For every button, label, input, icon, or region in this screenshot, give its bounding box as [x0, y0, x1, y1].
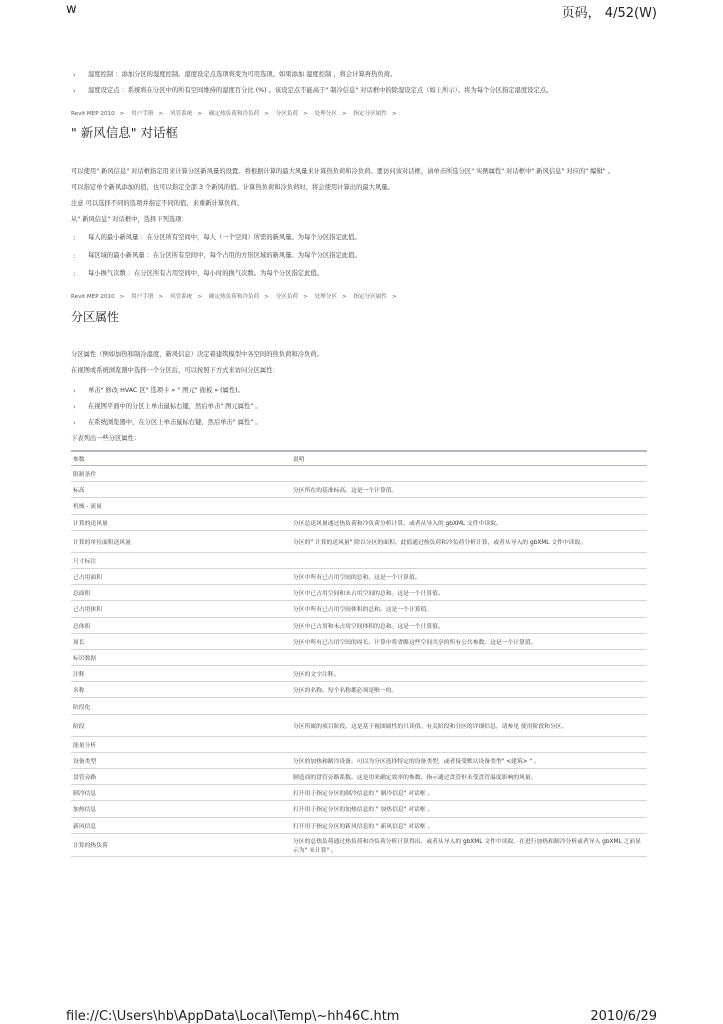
parameter-cell: 加热信息	[71, 801, 291, 817]
table-row	[71, 585, 647, 601]
parameter-cell: 尺寸标注	[71, 552, 291, 568]
description-cell	[291, 552, 647, 568]
breadcrumb-link[interactable]: 指定分区属性	[353, 111, 387, 117]
page-footer-date: 2010/6/29	[590, 1009, 657, 1024]
paragraph: 分区属性（例如加热和制冷湿度、新风信息）决定着建筑模型中各空间的热负荷和冷负荷。	[71, 351, 323, 358]
paragraph: 在视图或系统浏览器中选择一个分区后，可以按照下方式来访问分区属性：	[71, 367, 279, 374]
table-row	[71, 568, 647, 584]
parameter-cell: 计算的单位面积送风量	[71, 530, 291, 552]
table-row	[71, 530, 647, 552]
parameter-cell: 已占用面积	[71, 568, 291, 584]
parameter-cell: 机械 - 流量	[71, 498, 291, 514]
description-cell: 分区中所有已占用空间体积的总和。这是一个计算值。	[291, 601, 647, 617]
access-bullet: › 在视图平面中的分区上单击鼠标右键，然后单击" 图元属性" 。	[71, 402, 649, 412]
parameter-cell: 能量分析	[71, 736, 291, 752]
description-cell: 打开用于指定分区的制冷信息的 " 制冷信息" 对话框 。	[291, 785, 647, 801]
parameter-cell: 名称	[71, 682, 291, 698]
description-cell: 分区中所有已占用空间的总和。这是一个计算值。	[291, 568, 647, 584]
option-bullet: : 每人的最小新风量 ：在分区所有空间中，每人（一个空间）所需的新风量。为每个分区指定此值。	[71, 233, 649, 243]
description-cell: 分区所在的基准标高。这是一个计算值。	[291, 482, 647, 498]
intro-bullets	[71, 70, 649, 96]
option-bullet: : 每区域的最小新风量 ：在分区所有空间中，每个占用的方形区域的新风量。为每个分区指定此值。	[71, 251, 649, 261]
parameter-cell: 总面积	[71, 585, 291, 601]
description-cell: 制造商的盘管旁路系数。这是用来确定效率的参数，指示通过盘管但未受盘管温度影响的风量。	[291, 769, 647, 785]
breadcrumb-link[interactable]: 分区负荷	[275, 294, 299, 300]
page-header-left: w	[66, 2, 77, 17]
table-row	[71, 833, 647, 856]
access-bullet: › 单击" 修改 HVAC 区" 选项卡 » " 图元" 面板 » (属性)。	[71, 386, 649, 396]
description-cell: 分区中已占用空间和未占用空间的总和。这是一个计算值。	[291, 585, 647, 601]
zone-properties-table	[71, 450, 647, 857]
parameter-cell: 标识数据	[71, 649, 291, 665]
table-row	[71, 714, 647, 736]
table-group-row	[71, 736, 647, 752]
parameter-cell: 已占用体积	[71, 601, 291, 617]
breadcrumb-link[interactable]: 用户手册	[131, 294, 154, 300]
section-title-zone-properties: 分区属性	[71, 310, 120, 324]
intro-bullet: › 湿度设定点 ：系统将在分区中的所有空间维持的湿度百分比 (%) 。该设定点不能高于" 制冷信息" 对话框中的除湿设定点（如上所示）。将为每个分区指定湿度设定点。	[71, 86, 649, 96]
description-cell: 分区的名称。每个名称都必须是唯一的。	[291, 682, 647, 698]
parameter-cell: 标高	[71, 482, 291, 498]
description-cell: 分区所属的项目阶段。这是基于视图属性的只读值。有关阶段和分区的详细信息，请参见 使用阶段和分区。	[291, 714, 647, 736]
description-cell: 分区的文字注释。	[291, 666, 647, 682]
description-cell	[291, 466, 647, 482]
note-paragraph: 注意 可以选择不同的选项并指定不同的值，来重新计算负荷。	[71, 200, 244, 207]
description-cell: 分区的" 计算的送风量" 除以分区的面积。此值通过热负荷和冷负荷分析计算，或者从导入的 gbXML 文件中读取。	[291, 530, 647, 552]
description-cell: 分区的加热和制冷设备。可以为分区选择特定的设备类型，或者接受默认设备类型" <建筑> " 。	[291, 752, 647, 768]
table-row	[71, 785, 647, 801]
table-row	[71, 801, 647, 817]
parameter-cell: 注释	[71, 666, 291, 682]
description-cell: 分区中已占用和未占用空间体积的总和。这是一个计算值。	[291, 617, 647, 633]
description-cell: 分区的总热负荷通过热负荷和冷负荷分析计算得出，或者从导入的 gbXML 文件中读取。在进行加热和制冷分析或者导入 gbXML 之前显示为" 未计算" 。	[291, 833, 647, 856]
table-intro: 下表列出一些分区属性：	[71, 435, 141, 442]
breadcrumb-link[interactable]: 处理分区	[314, 111, 337, 117]
parameter-cell: 阶段	[71, 714, 291, 736]
table-group-row	[71, 698, 647, 714]
breadcrumb-link[interactable]: 指定分区属性	[353, 294, 387, 300]
page-header-page-number: 页码， 4/52(W)	[561, 6, 657, 21]
description-cell: 分区中所有已占用空间的周长。计算中将省略这些空间共享的所有公共参数。这是一个计算值。	[291, 633, 647, 649]
section-title-fresh-air: " 新风信息" 对话框	[71, 125, 178, 140]
table-body	[71, 466, 647, 857]
description-cell: 打开用于指定分区的新风信息的 " 新风信息" 对话框 。	[291, 817, 647, 833]
breadcrumb: Revit MEP 2010 > 用户手册 > 风管系统 > 确定热负荷和冷负荷 > 分区负荷 > 处理分区 > 指定分区属性 >	[71, 294, 397, 300]
description-cell: 分区总送风量通过热负荷和冷负荷分析计算，或者从导入的 gbXML 文件中读取。	[291, 514, 647, 530]
table-row	[71, 617, 647, 633]
description-cell	[291, 649, 647, 665]
page-footer-path: file://C:\Users\hb\AppData\Local\Temp\~hh46C.htm	[66, 1009, 400, 1024]
table-row	[71, 633, 647, 649]
breadcrumb: Revit MEP 2010 > 用户手册 > 风管系统 > 确定热负荷和冷负荷 > 分区负荷 > 处理分区 > 指定分区属性 >	[71, 111, 397, 117]
breadcrumb-link[interactable]: 风管系统	[170, 294, 193, 300]
parameter-cell: 新风信息	[71, 817, 291, 833]
parameter-cell: 周长	[71, 633, 291, 649]
column-header-parameter: 参数	[71, 451, 291, 466]
paragraph: 从" 新风信息" 对话框中，选择下列选项：	[71, 216, 188, 223]
table-row	[71, 769, 647, 785]
paragraph: 可以使用" 新风信息" 对话框指定用来计算分区新风量的设置。将根据计算的最大风量来计算热负荷和冷负荷。要访问该对话框，请单击所选分区" 实例属性" 对话框中" 新风信息" 对应的" 编辑" 。	[71, 168, 614, 175]
paragraph: 可以指定单个新风添加的值，也可以指定全部 3 个新风的值。计算热负荷和冷负荷时，将会使用计算出的最大风量。	[71, 184, 394, 191]
table-header-row	[71, 451, 647, 466]
breadcrumb-link[interactable]: Revit MEP 2010	[71, 294, 115, 300]
breadcrumb-link[interactable]: 确定热负荷和冷负荷	[208, 111, 260, 117]
option-bullet: : 每小换气次数 ：在分区所有占用空间中，每小时的换气次数。为每个分区指定此值。	[71, 269, 649, 279]
parameter-cell: 总体积	[71, 617, 291, 633]
intro-bullet: › 湿度控制 ：添加分区的湿度控制。湿度设定点选项将变为可用选项。如果添加 湿度控制 ，将会计算再热负荷。	[71, 70, 649, 80]
table-row	[71, 601, 647, 617]
parameter-cell: 设备类型	[71, 752, 291, 768]
table-row	[71, 514, 647, 530]
breadcrumb-link[interactable]: 分区负荷	[275, 111, 299, 117]
breadcrumb-link[interactable]: Revit MEP 2010	[71, 111, 115, 117]
table-row	[71, 752, 647, 768]
table-group-row	[71, 498, 647, 514]
table-group-row	[71, 552, 647, 568]
description-cell	[291, 498, 647, 514]
parameter-cell: 限制条件	[71, 466, 291, 482]
table-row	[71, 482, 647, 498]
table-row	[71, 666, 647, 682]
table-group-row	[71, 649, 647, 665]
description-cell	[291, 698, 647, 714]
breadcrumb-link[interactable]: 用户手册	[131, 111, 154, 117]
parameter-cell: 制冷信息	[71, 785, 291, 801]
breadcrumb-link[interactable]: 风管系统	[170, 111, 193, 117]
parameter-cell: 计算的送风量	[71, 514, 291, 530]
description-cell	[291, 736, 647, 752]
access-bullet: › 在系统浏览器中，在分区上单击鼠标右键，然后单击" 属性" 。	[71, 418, 649, 428]
table-group-row	[71, 466, 647, 482]
description-cell: 打开用于指定分区的加热信息的 " 加热信息" 对话框 。	[291, 801, 647, 817]
table-row	[71, 817, 647, 833]
column-header-description: 说明	[291, 451, 647, 466]
breadcrumb-link[interactable]: 确定热负荷和冷负荷	[208, 294, 260, 300]
parameter-cell: 盘管旁路	[71, 769, 291, 785]
breadcrumb-link[interactable]: 处理分区	[314, 294, 337, 300]
parameter-cell: 计算的热负荷	[71, 833, 291, 856]
table-row	[71, 682, 647, 698]
parameter-cell: 阶段化	[71, 698, 291, 714]
document-body	[71, 70, 649, 857]
